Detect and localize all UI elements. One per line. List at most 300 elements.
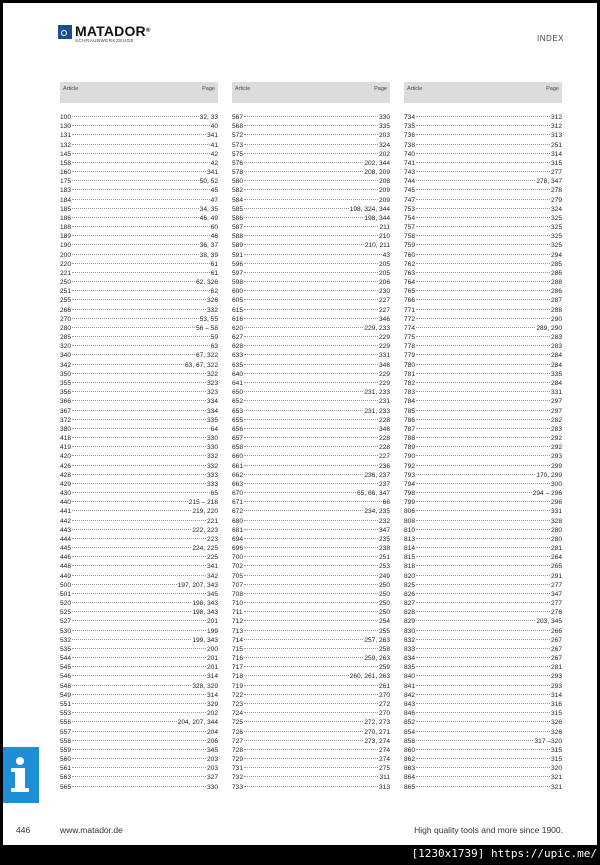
article-number: 548 — [60, 682, 72, 690]
article-number: 578 — [232, 169, 244, 177]
page-ref: 46, 49 — [199, 214, 218, 222]
article-number: 784 — [404, 398, 416, 406]
page-ref: 235 — [378, 535, 390, 543]
index-row — [60, 773, 218, 782]
page-ref: 198, 343 — [192, 600, 218, 608]
article-number: 786 — [404, 416, 416, 424]
page-ref: 345 — [206, 590, 218, 598]
article-number: 808 — [404, 517, 416, 525]
page-ref: 341 — [206, 169, 218, 177]
leader-dots — [244, 345, 378, 346]
page-ref: 270, 271 — [364, 728, 390, 736]
page-ref: 325 — [550, 233, 562, 241]
article-number: 842 — [404, 691, 416, 699]
page-ref: 267 — [550, 655, 562, 663]
article-number: 841 — [404, 682, 416, 690]
article-number: 640 — [232, 370, 244, 378]
page-ref: 234, 235 — [364, 508, 390, 516]
index-row — [232, 113, 390, 122]
leader-dots — [244, 501, 382, 502]
index-row — [232, 379, 390, 388]
index-row — [232, 489, 390, 498]
article-header: Article — [407, 86, 423, 92]
page-ref: 322 — [206, 370, 218, 378]
page-ref: 228 — [378, 435, 390, 443]
index-row — [232, 306, 390, 315]
page-ref: 334 — [206, 407, 218, 415]
leader-dots — [416, 538, 550, 539]
article-number: 545 — [60, 664, 72, 672]
page-ref: 275 — [378, 765, 390, 773]
index-row — [232, 141, 390, 150]
watermark: [1230x1739] https://upic.me/ — [411, 847, 597, 860]
index-row — [60, 223, 218, 232]
index-row — [60, 544, 218, 553]
index-row — [232, 645, 390, 654]
page-ref: 333 — [206, 480, 218, 488]
index-row — [404, 361, 562, 370]
page-ref: 346 — [378, 425, 390, 433]
leader-dots — [244, 428, 378, 429]
leader-dots — [72, 620, 206, 621]
page-ref: 203 — [206, 765, 218, 773]
article-number: 785 — [404, 407, 416, 415]
article-number: 553 — [60, 710, 72, 718]
article-header: Article — [63, 86, 79, 92]
page-ref: 283 — [550, 343, 562, 351]
page-ref: 323 — [206, 389, 218, 397]
page-ref: 335 — [206, 416, 218, 424]
article-number: 549 — [60, 691, 72, 699]
index-row — [232, 296, 390, 305]
page-ref: 65 — [210, 490, 218, 498]
index-row — [60, 443, 218, 452]
article-number: 442 — [60, 517, 72, 525]
index-row — [404, 682, 562, 691]
article-number: 190 — [60, 242, 72, 250]
page-ref: 312 — [550, 123, 562, 131]
article-number: 736 — [404, 132, 416, 140]
page-ref: 219, 220 — [192, 508, 218, 516]
index-row — [232, 663, 390, 672]
leader-dots — [416, 254, 550, 255]
index-row — [232, 572, 390, 581]
index-row — [60, 617, 218, 626]
page-ref: 236 — [378, 462, 390, 470]
page-ref: 66 — [382, 499, 390, 507]
page-ref: 229 — [378, 334, 390, 342]
article-number: 633 — [232, 352, 244, 360]
article-number: 758 — [404, 233, 416, 241]
article-number: 661 — [232, 462, 244, 470]
index-row — [232, 407, 390, 416]
article-number: 556 — [60, 719, 72, 727]
page-ref: 261 — [378, 682, 390, 690]
article-number: 694 — [232, 535, 244, 543]
page-ref: 198, 343 — [192, 609, 218, 617]
article-number: 828 — [404, 609, 416, 617]
leader-dots — [416, 153, 550, 154]
page-ref: 250 — [378, 590, 390, 598]
index-row — [404, 737, 562, 746]
article-number: 441 — [60, 508, 72, 516]
index-row — [404, 434, 562, 443]
page-ref: 330 — [378, 114, 390, 121]
index-row — [60, 168, 218, 177]
index-row — [60, 397, 218, 406]
index-row — [60, 691, 218, 700]
page-ref: 231 — [378, 398, 390, 406]
index-row — [60, 388, 218, 397]
article-number: 598 — [232, 279, 244, 287]
page-ref: 64 — [210, 425, 218, 433]
article-number: 744 — [404, 178, 416, 186]
page-ref: 250 — [378, 581, 390, 589]
leader-dots — [416, 318, 550, 319]
article-number: 852 — [404, 719, 416, 727]
index-row — [404, 342, 562, 351]
leader-dots — [244, 483, 378, 484]
page-ref: 206 — [206, 737, 218, 745]
page-ref: 229 — [378, 343, 390, 351]
index-row — [404, 324, 562, 333]
leader-dots — [72, 538, 206, 539]
leader-dots — [416, 611, 550, 612]
article-number: 662 — [232, 471, 244, 479]
article-number: 832 — [404, 636, 416, 644]
index-row — [232, 361, 390, 370]
index-row — [404, 196, 562, 205]
page-ref: 63, 67, 322 — [185, 361, 218, 369]
article-number: 340 — [60, 352, 72, 360]
article-number: 658 — [232, 444, 244, 452]
leader-dots — [244, 272, 378, 273]
page-ref: 254 — [378, 618, 390, 626]
leader-dots — [416, 474, 535, 475]
article-number: 145 — [60, 150, 72, 158]
article-number: 600 — [232, 288, 244, 296]
article-number: 580 — [232, 178, 244, 186]
article-number: 722 — [232, 691, 244, 699]
article-number: 726 — [232, 728, 244, 736]
article-number: 448 — [60, 563, 72, 571]
leader-dots — [244, 254, 382, 255]
page-ref: 342 — [206, 572, 218, 580]
index-row — [232, 746, 390, 755]
index-row — [232, 196, 390, 205]
index-row — [404, 260, 562, 269]
leader-dots — [72, 492, 210, 493]
article-number: 605 — [232, 297, 244, 305]
index-row — [404, 177, 562, 186]
page-ref: 222, 223 — [192, 526, 218, 534]
page-ref: 250 — [378, 609, 390, 617]
leader-dots — [72, 501, 188, 502]
article-number: 718 — [232, 673, 244, 681]
page-ref: 313 — [378, 783, 390, 791]
leader-dots — [416, 455, 550, 456]
leader-dots — [72, 465, 206, 466]
index-row — [404, 232, 562, 241]
index-row — [232, 443, 390, 452]
leader-dots — [244, 235, 378, 236]
page-ref: 288 — [550, 306, 562, 314]
leader-dots — [416, 465, 550, 466]
article-number: 779 — [404, 352, 416, 360]
article-number: 696 — [232, 545, 244, 553]
article-number: 717 — [232, 664, 244, 672]
index-row — [60, 654, 218, 663]
index-row — [232, 672, 390, 681]
index-row — [60, 416, 218, 425]
page-ref: 229 — [378, 370, 390, 378]
index-row — [60, 480, 218, 489]
index-row — [60, 608, 218, 617]
index-row — [404, 416, 562, 425]
index-row — [60, 159, 218, 168]
index-row — [60, 517, 218, 526]
leader-dots — [416, 400, 550, 401]
page-ref: 208, 209 — [364, 169, 390, 177]
catalog-page — [3, 3, 597, 845]
leader-dots — [416, 721, 550, 722]
page-ref: 331 — [550, 389, 562, 397]
article-number: 788 — [404, 435, 416, 443]
article-number: 656 — [232, 425, 244, 433]
article-number: 184 — [60, 196, 72, 204]
index-row — [60, 663, 218, 672]
leader-dots — [416, 602, 550, 603]
leader-dots — [416, 125, 550, 126]
leader-dots — [72, 354, 195, 355]
index-row — [60, 572, 218, 581]
leader-dots — [244, 162, 363, 163]
article-number: 854 — [404, 728, 416, 736]
article-number: 342 — [60, 361, 72, 369]
article-number: 846 — [404, 710, 416, 718]
page-ref: 237 — [378, 480, 390, 488]
page-ref: 46 — [210, 233, 218, 241]
leader-dots — [72, 575, 206, 576]
article-number: 827 — [404, 600, 416, 608]
leader-dots — [244, 703, 378, 704]
index-row — [404, 544, 562, 553]
page-ref: 323 — [206, 379, 218, 387]
article-number: 713 — [232, 627, 244, 635]
leader-dots — [244, 171, 363, 172]
page-ref: 36, 37 — [199, 242, 218, 250]
page-ref: 198, 344 — [364, 214, 390, 222]
page-ref: 321 — [550, 774, 562, 782]
page-ref: 286 — [550, 269, 562, 277]
leader-dots — [72, 767, 206, 768]
index-row — [232, 498, 390, 507]
index-row — [232, 526, 390, 535]
page-ref: 255 — [378, 627, 390, 635]
page-ref: 293 — [550, 453, 562, 461]
index-row — [60, 251, 218, 260]
article-number: 500 — [60, 581, 72, 589]
article-number: 672 — [232, 508, 244, 516]
article-number: 587 — [232, 224, 244, 232]
article-number: 738 — [404, 141, 416, 149]
leader-dots — [244, 125, 378, 126]
index-row — [232, 177, 390, 186]
leader-dots — [244, 721, 363, 722]
leader-dots — [416, 410, 550, 411]
page-ref: 221 — [206, 517, 218, 525]
leader-dots — [416, 593, 550, 594]
page-ref: 321 — [550, 783, 562, 791]
page-ref: 42 — [210, 150, 218, 158]
article-number: 727 — [232, 737, 244, 745]
index-row — [404, 517, 562, 526]
index-row — [60, 718, 218, 727]
article-number: 745 — [404, 187, 416, 195]
article-number: 820 — [404, 572, 416, 580]
page-ref: 332 — [206, 306, 218, 314]
index-row — [232, 728, 390, 737]
index-row — [60, 333, 218, 342]
index-row — [404, 425, 562, 434]
article-number: 780 — [404, 361, 416, 369]
article-number: 546 — [60, 673, 72, 681]
leader-dots — [72, 336, 210, 337]
index-row — [404, 553, 562, 562]
index-row — [232, 269, 390, 278]
page-ref: 283 — [550, 334, 562, 342]
index-row — [232, 636, 390, 645]
leader-dots — [72, 446, 206, 447]
page-ref: 231, 233 — [364, 407, 390, 415]
page-ref: 299 — [550, 462, 562, 470]
index-row — [60, 177, 218, 186]
article-number: 671 — [232, 499, 244, 507]
index-row — [404, 205, 562, 214]
article-number: 771 — [404, 306, 416, 314]
page-ref: 280 — [550, 535, 562, 543]
page-ref: 228 — [378, 444, 390, 452]
index-row — [60, 361, 218, 370]
article-number: 130 — [60, 123, 72, 131]
page-ref: 260, 261, 263 — [349, 673, 390, 681]
page-ref: 332 — [206, 462, 218, 470]
leader-dots — [244, 731, 363, 732]
index-row — [60, 471, 218, 480]
page-ref: 276 — [550, 609, 562, 617]
page-ref: 341 — [206, 563, 218, 571]
index-row — [404, 645, 562, 654]
page-ref: 204 — [206, 728, 218, 736]
column-header — [404, 82, 562, 103]
page-ref: 290 — [550, 315, 562, 323]
leader-dots — [72, 116, 199, 117]
page-ref: 223 — [206, 535, 218, 543]
leader-dots — [244, 749, 378, 750]
article-number: 865 — [404, 783, 416, 791]
slogan: High quality tools and more since 1900. — [414, 825, 563, 835]
index-row — [404, 709, 562, 718]
article-number: 544 — [60, 655, 72, 663]
article-number: 733 — [232, 783, 244, 791]
leader-dots — [416, 492, 532, 493]
page-ref: 300 — [550, 480, 562, 488]
page-ref: 294 – 296 — [532, 490, 562, 498]
leader-dots — [244, 575, 378, 576]
brand-registered: ® — [145, 28, 151, 34]
page-ref: 291 — [550, 572, 562, 580]
article-number: 576 — [232, 159, 244, 167]
page-ref: 314 — [550, 691, 562, 699]
article-number: 189 — [60, 233, 72, 241]
index-row — [232, 773, 390, 782]
article-number: 575 — [232, 150, 244, 158]
index-row — [60, 462, 218, 471]
article-number: 670 — [232, 490, 244, 498]
article-number: 572 — [232, 132, 244, 140]
article-number: 440 — [60, 499, 72, 507]
leader-dots — [72, 694, 206, 695]
index-row — [404, 351, 562, 360]
page-ref: 335 — [550, 370, 562, 378]
leader-dots — [72, 281, 195, 282]
article-number: 561 — [60, 765, 72, 773]
index-row — [404, 572, 562, 581]
index-row — [404, 654, 562, 663]
leader-dots — [244, 538, 378, 539]
leader-dots — [244, 144, 378, 145]
index-row — [232, 544, 390, 553]
article-number: 681 — [232, 526, 244, 534]
index-row — [404, 333, 562, 342]
leader-dots — [72, 299, 206, 300]
leader-dots — [72, 593, 206, 594]
leader-dots — [244, 134, 378, 135]
index-row — [232, 416, 390, 425]
page-ref: 330 — [206, 435, 218, 443]
article-number: 716 — [232, 655, 244, 663]
article-number: 830 — [404, 627, 416, 635]
page-ref: 272, 273 — [364, 719, 390, 727]
page-ref: 278, 347 — [536, 178, 562, 186]
article-number: 818 — [404, 563, 416, 571]
index-row — [404, 526, 562, 535]
article-number: 825 — [404, 581, 416, 589]
index-row — [232, 783, 390, 792]
page-ref: 320 — [550, 765, 562, 773]
page-ref: 203 — [378, 132, 390, 140]
index-row — [232, 608, 390, 617]
page-ref: 50, 52 — [199, 178, 218, 186]
page-ref: 278 — [550, 187, 562, 195]
index-row — [404, 168, 562, 177]
leader-dots — [244, 584, 378, 585]
page-ref: 284 — [550, 379, 562, 387]
page-ref: 293 — [550, 673, 562, 681]
page-ref: 203, 345 — [536, 618, 562, 626]
index-row — [232, 186, 390, 195]
leader-dots — [416, 428, 550, 429]
leader-dots — [416, 483, 550, 484]
index-row — [404, 223, 562, 232]
page-ref: 312 — [550, 114, 562, 121]
index-row — [60, 306, 218, 315]
page-ref: 209 — [378, 187, 390, 195]
article-number: 183 — [60, 187, 72, 195]
page-ref: 228 — [378, 416, 390, 424]
article-header: Article — [235, 86, 251, 92]
index-row — [60, 425, 218, 434]
